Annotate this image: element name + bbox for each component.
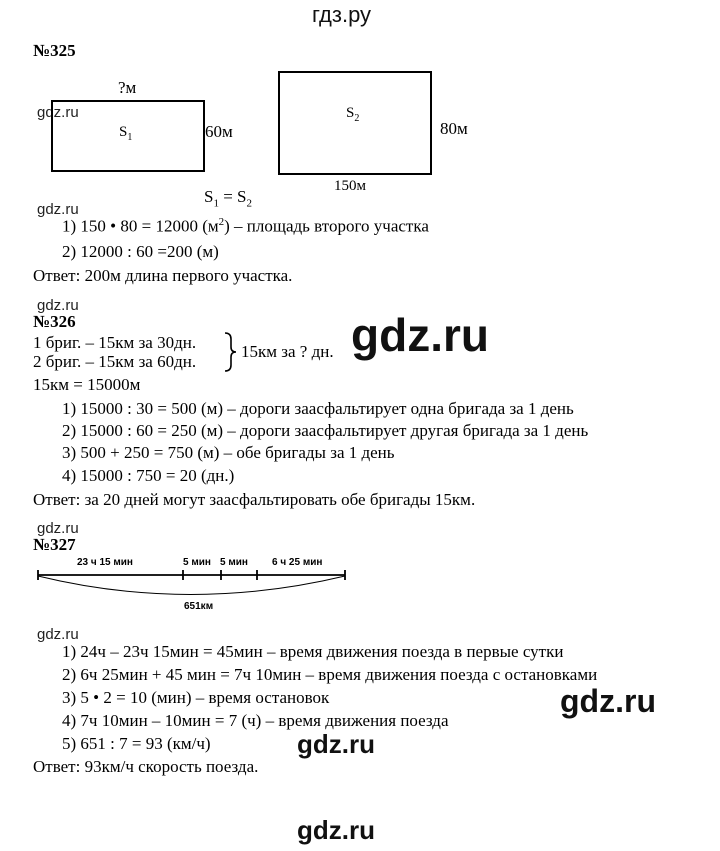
p326-conversion: 15км = 15000м: [33, 375, 141, 394]
curly-brace-icon: [222, 331, 238, 373]
segment-4-label: 6 ч 25 мин: [272, 557, 323, 568]
p326-condition-2: 2 бриг. – 15км за 60дн.: [33, 352, 197, 371]
rect2-bottom-label: 150м: [334, 178, 366, 194]
segment-3-label: 5 мин: [220, 557, 248, 568]
p327-step-2: 2) 6ч 25мин + 45 мин = 7ч 10мин – время движения поезда с остановками: [62, 665, 598, 684]
p325-answer: Ответ: 200м длина первого участка.: [33, 266, 293, 285]
problem-326-number: №326: [33, 312, 76, 331]
p327-step-3: 3) 5 • 2 = 10 (мин) – время остановок: [62, 688, 330, 707]
watermark-big: gdz.ru: [351, 309, 489, 361]
area-equation: $S_1 = S_2$: [204, 187, 253, 210]
p326-brace-text: 15км за ? дн.: [241, 342, 334, 361]
p326-answer: Ответ: за 20 дней могут заасфальтировать обе бригады 15км.: [33, 490, 476, 509]
p327-step-4: 4) 7ч 10мин – 10мин = 7 (ч) – время движения поезда: [62, 711, 449, 730]
rect2-label: $S_2$: [346, 105, 360, 124]
rect2-side-label: 80м: [440, 119, 468, 138]
p327-step-1: 1) 24ч – 23ч 15мин = 45мин – время движения поезда в первые сутки: [62, 642, 564, 661]
p326-condition-1: 1 бриг. – 15км за 30дн.: [33, 333, 197, 352]
p326-step-1: 1) 15000 : 30 = 500 (м) – дороги заасфальтирует одна бригада за 1 день: [62, 399, 574, 418]
p325-step-1: 1) 150 • 80 = 12000 $(м^2)$ – площадь второго участка: [62, 216, 429, 236]
rect1-label: $S_1$: [119, 124, 133, 143]
p327-step-5: 5) 651 : 7 = 93 (км/ч): [62, 734, 211, 753]
watermark-small: gdz.ru: [37, 297, 79, 314]
watermark-big: gdz.ru: [560, 683, 656, 719]
p326-step-3: 3) 500 + 250 = 750 (м) – обе бригады за 1 день: [62, 443, 395, 462]
watermark-small: gdz.ru: [37, 104, 79, 121]
watermark-small: gdz.ru: [37, 520, 79, 537]
watermark-big: gdz.ru: [297, 815, 375, 845]
rect1-side-label: 60м: [205, 122, 233, 141]
watermark-small: gdz.ru: [37, 201, 79, 218]
p326-step-4: 4) 15000 : 750 = 20 (дн.): [62, 466, 235, 485]
watermark-small: gdz.ru: [37, 626, 79, 643]
watermark-big: gdz.ru: [297, 729, 375, 759]
problem-327-number: №327: [33, 535, 76, 554]
problem-325-number: №325: [33, 41, 76, 60]
route-total-label: 651км: [184, 601, 214, 612]
segment-2-label: 5 мин: [183, 557, 211, 568]
p327-answer: Ответ: 93км/ч скорость поезда.: [33, 757, 259, 776]
route-total-arc: [38, 576, 345, 595]
segment-1-label: 23 ч 15 мин: [77, 557, 133, 568]
site-header: гдз.ру: [312, 2, 372, 27]
p326-step-2: 2) 15000 : 60 = 250 (м) – дороги заасфальтирует другая бригада за 1 день: [62, 421, 589, 440]
rect1-top-label: ?м: [118, 78, 137, 97]
route-diagram: [30, 565, 360, 605]
p325-step-2: 2) 12000 : 60 =200 (м): [62, 242, 219, 261]
